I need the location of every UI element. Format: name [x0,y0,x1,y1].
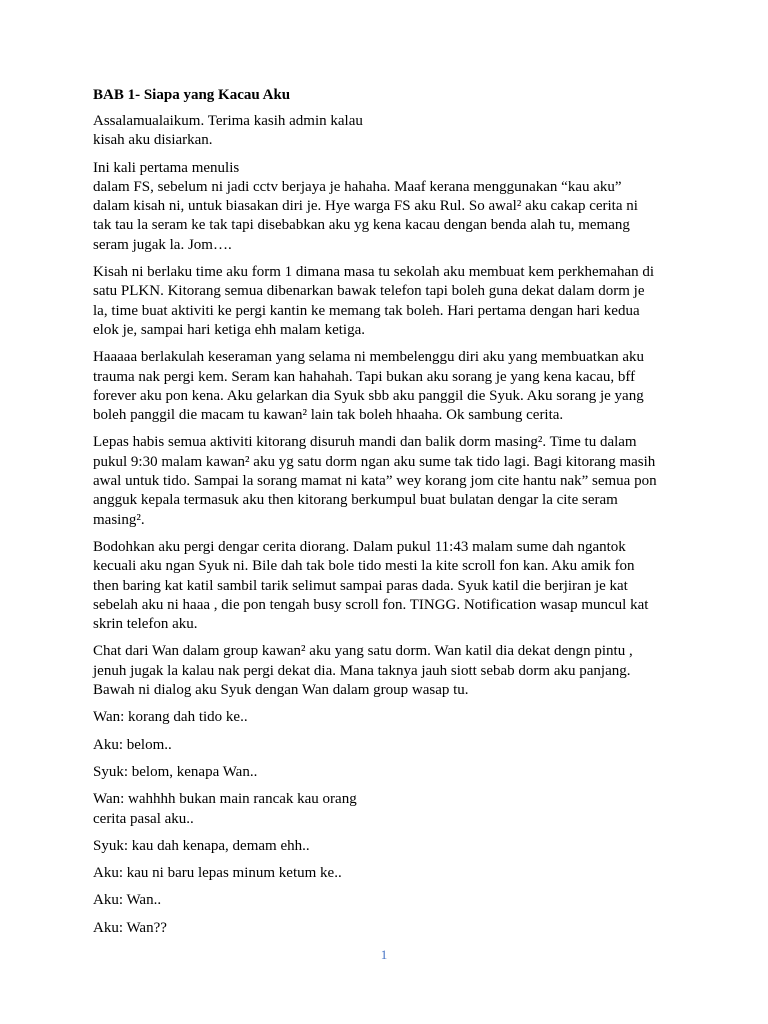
paragraph [93,538,682,634]
text-line: boleh panggil die macam tu kawan² lain tak boleh hhaaha. Ok sambung cerita. [93,407,564,424]
paragraph [93,864,682,883]
paragraph [93,736,682,755]
paragraph [93,763,682,782]
paragraph [93,837,682,856]
text-line: la, time buat aktiviti ke pergi kantin ke memang tak boleh. Hari pertama dengan hari kedua [93,302,640,319]
text-line: Wan: korang dah tido ke.. [93,709,248,726]
text-line: Aku: Wan.. [93,892,162,909]
text-line: Kisah ni berlaku time aku form 1 dimana masa tu sekolah aku membuat kem perkhemahan di [93,264,655,281]
text-line: Syuk: belom, kenapa Wan.. [93,763,258,780]
text-line: Chat dari Wan dalam group kawan² aku yang satu dorm. Wan katil dia dekat dengn pintu , [93,643,633,660]
text-line: Aku: Wan?? [93,919,167,936]
text-line: skrin telefon aku. [93,616,198,633]
text-line: satu PLKN. Kitorang semua dibenarkan bawak telefon tapi boleh guna dekat dalam dorm je [93,283,645,300]
paragraph [93,642,682,700]
text-line: dalam kisah ni, untuk biasakan diri je. Hye warga FS aku Rul. So awal² aku cakap cerita ni [93,198,638,215]
text-line: cerita pasal aku.. [93,810,194,827]
text-line: sebelah aku ni haaa , die pon tengah busy scroll fon. TINGG. Notification wasap muncul kat [93,596,649,613]
text-line: trauma nak pergi kem. Seram kan hahahah. Tapi bukan aku sorang je yang kena kacau, bff [93,368,636,385]
document-body [93,112,682,938]
text-line: Syuk: kau dah kenapa, demam ehh.. [93,837,310,854]
text-line: Assalamualaikum. Terima kasih admin kalau [93,113,363,129]
paragraph [93,348,682,425]
text-line: then baring kat katil sambil tarik selimut sampai paras dada. Syuk katil die berjiran je kat [93,577,628,594]
text-line: tak tau la seram ke tak tapi disebabkan aku yg kena kacau dengan benda alah tu, memang [93,217,630,234]
text-line: kisah aku disiarkan. [93,132,213,149]
text-line: elok je, sampai hari ketiga ehh malam ketiga. [93,321,365,338]
text-line: Haaaaa berlakulah keseraman yang selama ni membelenggu diri aku yang membuatkan aku [93,349,645,366]
text-line: seram jugak la. Jom…. [93,236,232,253]
text-line: jenuh jugak la kalau nak pergi dekat dia. Mana taknya jauh siott sebab dorm aku panjang. [93,662,631,679]
paragraph [93,790,682,829]
paragraph [93,708,682,727]
text-line: Ini kali pertama menulis [93,159,240,176]
page-number: 1 [380,947,388,962]
text-line: masing². [93,511,145,528]
paragraph [93,433,682,529]
text-line: Bodohkan aku pergi dengar cerita diorang. Dalam pukul 11:43 malam sume dah ngantok [93,538,626,555]
text-line: angguk kepala termasuk aku then kitorang berkumpul buat bulatan dengar la cite seram [93,492,618,509]
paragraph [93,112,682,151]
text-line: pukul 9:30 malam kawan² aku yg satu dorm ngan aku sume tak tido lagi. Bagi kitorang masih [93,453,656,470]
paragraph [93,263,682,340]
chapter-title: BAB 1- Siapa yang Kacau Aku [93,87,291,103]
text-line: dalam FS, sebelum ni jadi cctv berjaya je hahaha. Maaf kerana menggunakan “kau aku” [93,178,622,195]
paragraph [93,919,682,938]
text-line: Aku: belom.. [93,736,172,753]
text-line: Lepas habis semua aktiviti kitorang disuruh mandi dan balik dorm masing². Time tu dalam [93,434,637,451]
text-line: Aku: kau ni baru lepas minum ketum ke.. [93,865,342,882]
text-line: forever aku pon kena. Aku gelarkan dia Syuk sbb aku panggil die Syuk. Aku sorang je yang [93,387,644,404]
paragraph [93,159,682,255]
text-line: awal untuk tido. Sampai la sorang mamat ni kata” wey korang jom cite hantu nak” semua pon [93,473,657,490]
text-line: kecuali aku ngan Syuk ni. Bile dah tak bole tido mesti la kite scroll fon kan. Aku amik fon [93,558,635,575]
paragraph [93,891,682,910]
text-line: Bawah ni dialog aku Syuk dengan Wan dalam group wasap tu. [93,682,469,699]
text-line: Wan: wahhhh bukan main rancak kau orang [93,791,357,808]
